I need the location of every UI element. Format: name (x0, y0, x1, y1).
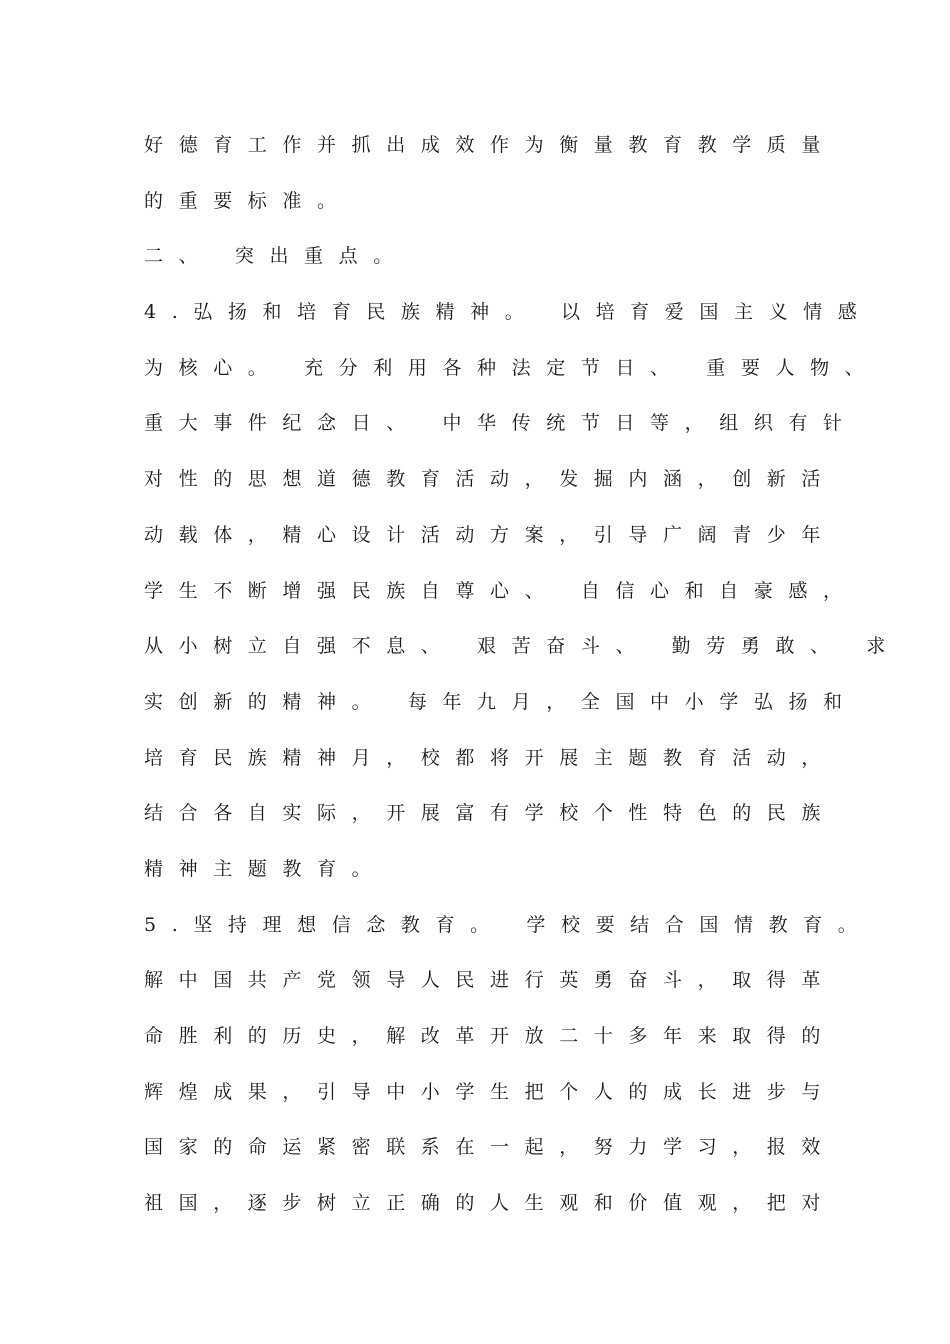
text-line: 动载体，精心设计活动方案，引导广阔青少年 (144, 523, 837, 546)
text-line: 精神主题教育。 (144, 857, 387, 880)
text-line: 辉煌成果，引导中小学生把个人的成长进步与 (144, 1080, 837, 1103)
text-line: 国家的命运紧密联系在一起，努力学习，报效 (144, 1136, 837, 1159)
text-line: 为核心。 充分利用各种法定节日、 重要人物、 (144, 356, 880, 379)
text-line: 培育民族精神月，校都将开展主题教育活动， (144, 746, 837, 769)
text-line: 对性的思想道德教育活动，发掘内涵，创新活 (144, 468, 837, 491)
text-line: 解中国共产党领导人民进行英勇奋斗，取得革 (144, 969, 837, 992)
text-line: 学生不断增强民族自尊心、 自信心和自豪感， (144, 579, 858, 602)
text-line: 命胜利的历史，解改革开放二十多年来取得的 (144, 1025, 837, 1047)
text-line: 好德育工作并抓出成效作为衡量教育教学质量 (144, 134, 837, 156)
text-line: 的重要标准。 (144, 189, 352, 212)
text-line: 结合各自实际，开展富有学校个性特色的民族 (144, 802, 837, 825)
text-line: 从小树立自强不息、 艰苦奋斗、 勤劳勇敢、 求 (144, 635, 901, 658)
text-line: 重大事件纪念日、 中华传统节日等，组织有针 (144, 412, 858, 435)
text-line: 实创新的精神。 每年九月，全国中小学弘扬和 (144, 690, 858, 713)
text-line: 5.坚持理想信念教育。 学校要结合国情教育。 (144, 913, 873, 936)
text-line: 祖国，逐步树立正确的人生观和价值观，把对 (144, 1192, 837, 1215)
section-heading: 二、 突出重点。 (144, 245, 408, 268)
text-line: 4.弘扬和培育民族精神。 以培育爱国主义情感 (144, 301, 873, 324)
body-text (144, 118, 901, 1232)
